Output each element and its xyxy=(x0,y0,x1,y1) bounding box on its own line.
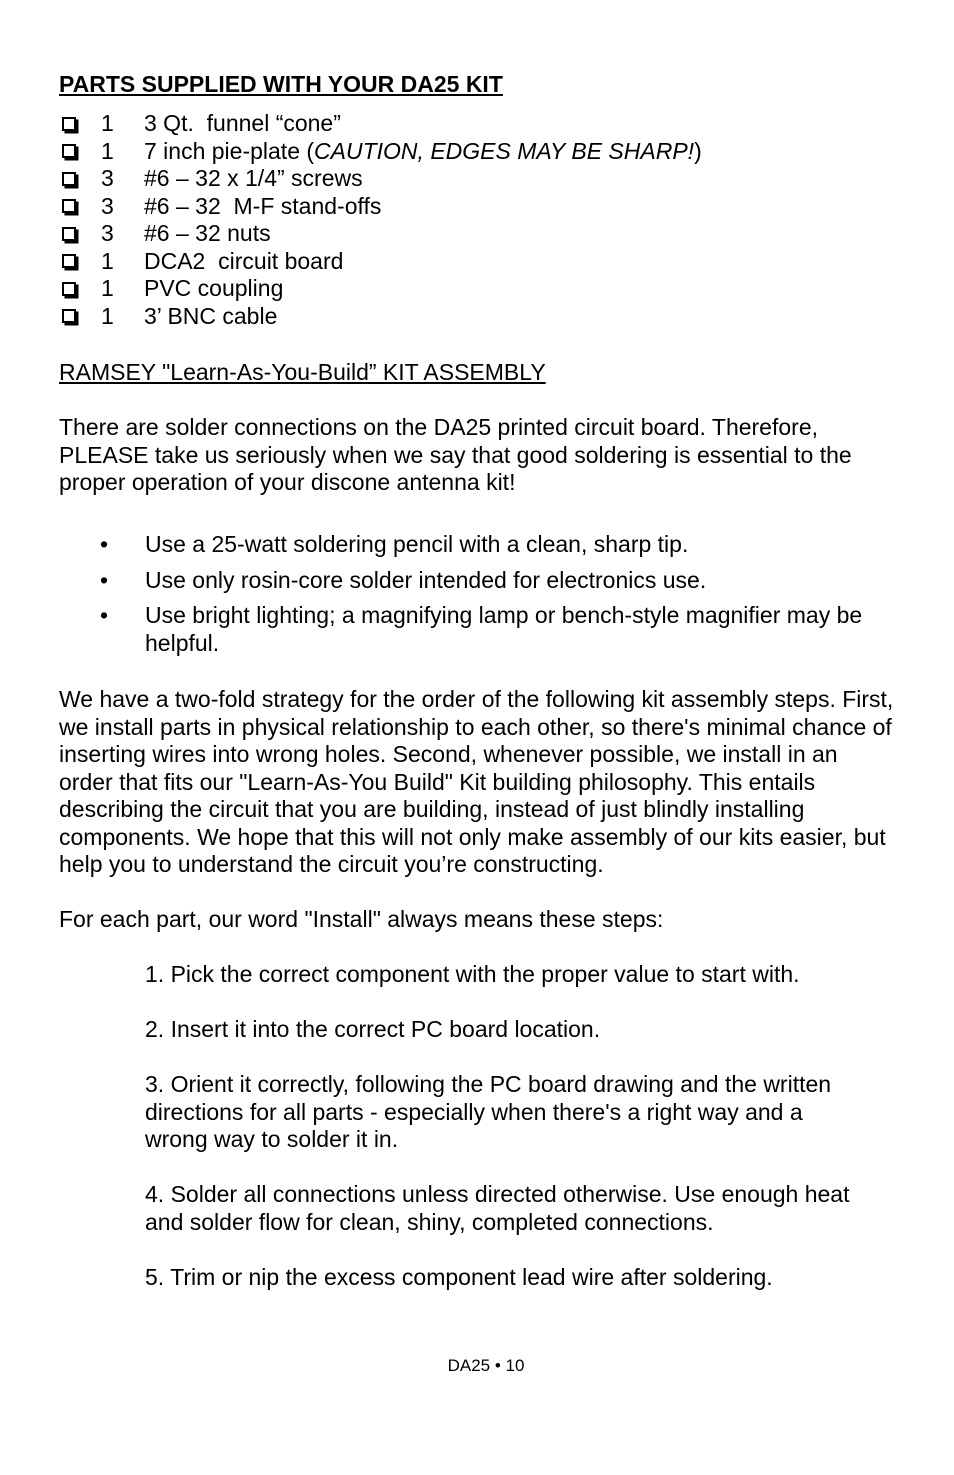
checkbox-icon xyxy=(62,254,76,268)
part-desc xyxy=(144,138,702,166)
part-desc: DCA2 circuit board xyxy=(144,247,344,274)
tip-item xyxy=(59,602,879,657)
tip-text: Use only rosin-core solder intended for electronics use. xyxy=(145,566,707,593)
checkbox-icon xyxy=(62,199,76,213)
install-step: 3. Orient it correctly, following the PC board drawing and the written directions for all parts - especially when there's a right way and a wrong way to solder it in. xyxy=(145,1071,832,1152)
bullet-icon: • xyxy=(100,531,109,557)
caution-text: CAUTION, EDGES MAY BE SHARP! xyxy=(314,137,695,164)
bullet-icon: • xyxy=(100,566,109,593)
part-qty: 1 xyxy=(101,137,114,164)
part-item xyxy=(59,248,702,276)
parts-heading: PARTS SUPPLIED WITH YOUR DA25 KIT xyxy=(59,71,503,97)
install-step: 5. Trim or nip the excess component lead wire after soldering. xyxy=(145,1263,773,1290)
part-item xyxy=(59,193,702,221)
part-item xyxy=(59,138,702,166)
tip-item xyxy=(59,531,879,559)
install-step: 4. Solder all connections unless directed otherwise. Use enough heat and solder flow for clean, shiny, completed connections. xyxy=(145,1181,850,1235)
part-desc-text: ) xyxy=(694,137,702,164)
tip-item xyxy=(59,567,879,595)
install-step: 1. Pick the correct component with the proper value to start with. xyxy=(145,961,800,987)
part-item xyxy=(59,220,702,248)
soldering-tips-list xyxy=(59,531,879,665)
part-desc: PVC coupling xyxy=(144,275,284,301)
checkbox-icon xyxy=(62,117,76,131)
strategy-paragraph: We have a two-fold strategy for the order of the following kit assembly steps. First, we install parts in physical relationship to each other, so there's minimal chance of inserting wires into wrong holes. Second, whenever possible, we install in an order that fits our "Learn-As-You Build" Kit building philosophy. This entails describing the circuit that you are building, instead of just blindly installing components. We hope that this will not only make assembly of our kits easier, but help you to understand the circuit you’re constructing. xyxy=(59,686,894,877)
part-item xyxy=(59,110,702,138)
part-qty: 1 xyxy=(101,247,114,274)
part-desc: #6 – 32 x 1/4” screws xyxy=(144,165,363,191)
tip-text: Use bright lighting; a magnifying lamp or bench-style magnifier may be helpful. xyxy=(145,602,863,656)
part-desc: 3 Qt. funnel “cone” xyxy=(144,110,341,136)
part-desc: #6 – 32 M-F stand-offs xyxy=(144,192,382,219)
tip-text: Use a 25-watt soldering pencil with a clean, sharp tip. xyxy=(145,531,689,557)
bullet-icon: • xyxy=(100,602,109,628)
part-desc-text: 7 inch pie-plate ( xyxy=(144,137,315,164)
part-qty: 1 xyxy=(101,302,114,329)
checkbox-icon xyxy=(62,172,76,186)
intro-paragraph: There are solder connections on the DA25 printed circuit board. Therefore, PLEASE take us seriously when we say that good soldering is essential to the proper operation of your discone antenna kit! xyxy=(59,414,852,495)
checkbox-icon xyxy=(62,227,76,241)
part-item xyxy=(59,165,702,193)
part-qty: 3 xyxy=(101,220,114,246)
page-footer: DA25 • 10 xyxy=(447,1356,525,1375)
install-steps xyxy=(145,961,890,1319)
part-qty: 1 xyxy=(101,110,114,136)
part-item xyxy=(59,275,702,303)
checkbox-icon xyxy=(62,309,76,323)
part-qty: 3 xyxy=(101,165,114,191)
part-item xyxy=(59,303,702,331)
checkbox-icon xyxy=(62,144,76,158)
part-desc: #6 – 32 nuts xyxy=(144,220,271,246)
assembly-heading: RAMSEY "Learn-As-You-Build” KIT ASSEMBLY xyxy=(59,359,546,385)
install-step: 2. Insert it into the correct PC board location. xyxy=(145,1016,601,1042)
checkbox-icon xyxy=(62,282,76,296)
part-qty: 1 xyxy=(101,275,114,301)
part-desc: 3’ BNC cable xyxy=(144,302,278,329)
parts-list xyxy=(59,110,702,330)
part-qty: 3 xyxy=(101,192,114,219)
install-intro: For each part, our word "Install" always means these steps: xyxy=(59,906,664,932)
